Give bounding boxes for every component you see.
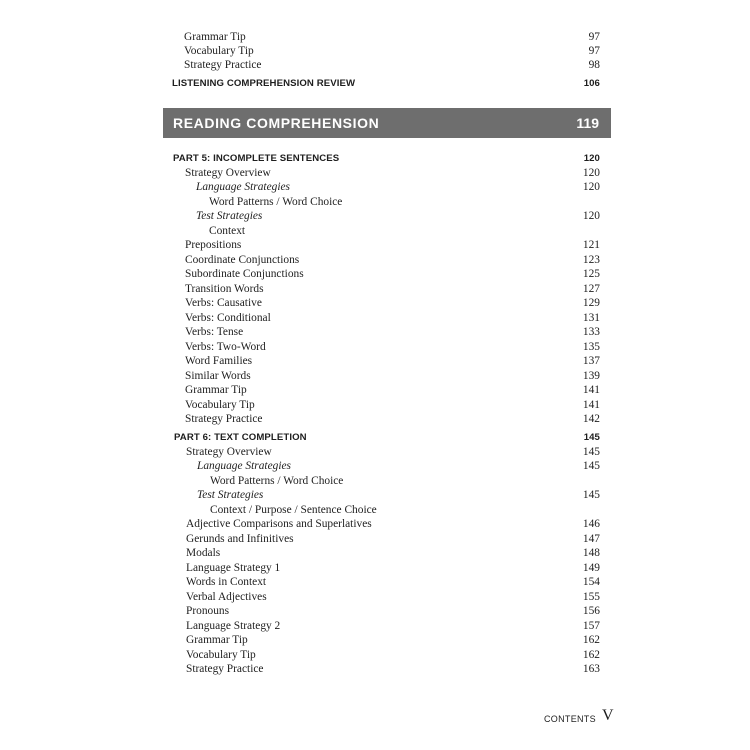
entry-title: Verbal Adjectives: [186, 591, 267, 603]
toc-entry: [186, 619, 600, 634]
toc-entry: [186, 445, 600, 460]
entry-title: Language Strategies: [196, 181, 290, 193]
heading-title: LISTENING COMPREHENSION REVIEW: [172, 78, 356, 89]
entry-title: Context: [209, 225, 246, 237]
entry-page: 163: [582, 663, 600, 675]
entry-title: Transition Words: [185, 283, 264, 295]
entry-title: Coordinate Conjunctions: [185, 254, 300, 266]
section-banner: [163, 108, 611, 138]
entry-page: 97: [588, 45, 600, 57]
entry-title: Gerunds and Infinitives: [186, 533, 294, 545]
entry-title: Language Strategy 2: [186, 620, 281, 632]
footer-page-number: V: [602, 707, 614, 724]
entry-title: Strategy Practice: [184, 59, 262, 71]
toc-entry: [185, 282, 600, 297]
entry-title: Test Strategies: [196, 210, 263, 222]
entry-page: 133: [582, 326, 600, 338]
entry-page: 148: [582, 547, 600, 559]
entry-page: 141: [582, 399, 600, 411]
heading-title: PART 6: TEXT COMPLETION: [174, 432, 307, 443]
entry-page: 127: [582, 283, 600, 295]
toc-entry: [185, 412, 600, 427]
entry-title: Grammar Tip: [185, 384, 247, 396]
toc-entry: [185, 398, 600, 413]
entry-title: Strategy Practice: [186, 663, 264, 675]
entry-title: Vocabulary Tip: [184, 45, 254, 57]
toc-entry: [185, 383, 600, 398]
entry-title: Strategy Overview: [186, 446, 272, 458]
entry-page: 125: [582, 268, 600, 280]
section-title: READING COMPREHENSION: [173, 115, 380, 131]
entry-page: 141: [582, 384, 600, 396]
entry-title: Verbs: Two-Word: [185, 341, 266, 353]
entry-title: Word Families: [185, 355, 253, 367]
entry-page: 120: [582, 210, 600, 222]
toc-entry: [185, 224, 600, 239]
toc-entry: [186, 662, 600, 677]
entry-page: 154: [582, 576, 600, 588]
toc-heading-listening-review: [172, 76, 600, 91]
entry-page: 147: [582, 533, 600, 545]
entry-page: 149: [582, 562, 600, 574]
heading-page: 106: [583, 78, 600, 89]
entry-page: 146: [582, 518, 600, 530]
entry-title: Verbs: Causative: [185, 297, 262, 309]
entry-page: 157: [582, 620, 600, 632]
entry-page: 120: [582, 181, 600, 193]
entry-page: 142: [582, 413, 600, 425]
toc-entry: [186, 459, 600, 474]
toc-entry: [185, 325, 600, 340]
entry-page: 162: [582, 649, 600, 661]
entry-title: Test Strategies: [197, 489, 264, 501]
toc-entry: [185, 253, 600, 268]
entry-page: 131: [582, 312, 600, 324]
entry-title: Prepositions: [185, 239, 242, 251]
entry-page: 156: [582, 605, 600, 617]
toc-entry: [186, 517, 600, 532]
entry-page: 97: [588, 31, 600, 43]
toc-entry: [185, 267, 600, 282]
entry-page: 145: [582, 446, 600, 458]
section-page: 119: [576, 115, 599, 131]
entry-title: Word Patterns / Word Choice: [209, 196, 343, 208]
toc-entry: [186, 546, 600, 561]
toc-entry: [186, 532, 600, 547]
entry-title: Strategy Overview: [185, 167, 271, 179]
footer-label: CONTENTS: [544, 714, 596, 724]
entry-page: 135: [582, 341, 600, 353]
entry-title: Context / Purpose / Sentence Choice: [210, 504, 377, 516]
entry-page: 145: [582, 460, 600, 472]
toc-entry: [185, 340, 600, 355]
toc-entry: [185, 369, 600, 384]
entry-title: Verbs: Conditional: [185, 312, 271, 324]
toc-entry: [185, 296, 600, 311]
entry-title: Words in Context: [186, 576, 267, 588]
entry-page: 123: [582, 254, 600, 266]
entry-title: Grammar Tip: [184, 31, 246, 43]
toc-entry: [185, 209, 600, 224]
toc-entry: [184, 58, 600, 73]
entry-title: Grammar Tip: [186, 634, 248, 646]
toc-entry: [185, 180, 600, 195]
toc-entry: [185, 195, 600, 210]
toc-entry: [186, 575, 600, 590]
entry-page: 145: [582, 489, 600, 501]
toc-entry: [186, 590, 600, 605]
toc-heading-part5: [173, 151, 600, 166]
toc-entry: [186, 648, 600, 663]
toc-entry: [186, 503, 600, 518]
entry-title: Verbs: Tense: [185, 326, 244, 338]
toc-entry: [185, 354, 600, 369]
entry-title: Similar Words: [185, 370, 251, 382]
toc-entry: [184, 30, 600, 45]
toc-entry: [186, 604, 600, 619]
heading-page: 120: [583, 153, 600, 164]
entry-page: 137: [582, 355, 600, 367]
entry-page: 139: [582, 370, 600, 382]
entry-page: 121: [582, 239, 600, 251]
toc-entry: [186, 561, 600, 576]
toc-entry: [186, 474, 600, 489]
entry-page: 162: [582, 634, 600, 646]
entry-page: 155: [582, 591, 600, 603]
entry-title: Adjective Comparisons and Superlatives: [186, 518, 372, 530]
toc-heading-part6: [174, 430, 600, 445]
entry-title: Vocabulary Tip: [186, 649, 256, 661]
entry-title: Language Strategies: [197, 460, 291, 472]
entry-title: Language Strategy 1: [186, 562, 281, 574]
entry-title: Strategy Practice: [185, 413, 263, 425]
entry-page: 120: [582, 167, 600, 179]
entry-title: Vocabulary Tip: [185, 399, 255, 411]
toc-entry: [186, 488, 600, 503]
toc-entry: [185, 238, 600, 253]
toc-entry: [186, 633, 600, 648]
heading-page: 145: [583, 432, 600, 443]
entry-title: Subordinate Conjunctions: [185, 268, 304, 280]
toc-entry: [184, 44, 600, 59]
entry-title: Modals: [186, 547, 221, 559]
toc-entry: [185, 311, 600, 326]
entry-page: 98: [588, 59, 600, 71]
entry-title: Pronouns: [186, 605, 230, 617]
entry-title: Word Patterns / Word Choice: [210, 475, 344, 487]
toc-entry: [185, 166, 600, 181]
entry-page: 129: [582, 297, 600, 309]
heading-title: PART 5: INCOMPLETE SENTENCES: [173, 153, 340, 164]
